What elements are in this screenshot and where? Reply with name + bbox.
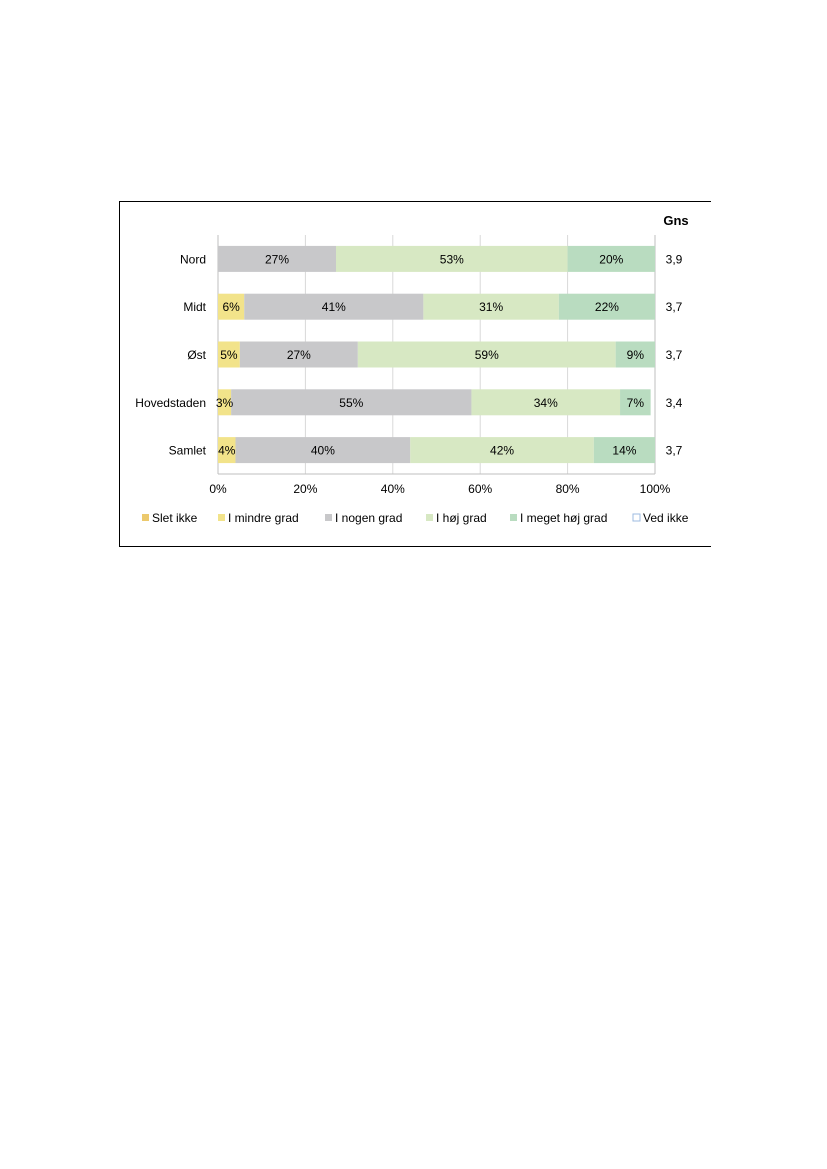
x-tick-label: 60% — [468, 482, 493, 496]
average-value: 3,4 — [665, 395, 683, 410]
bars — [215, 246, 655, 463]
data-label: 5% — [220, 348, 238, 362]
legend-swatch — [325, 514, 332, 521]
legend-item — [426, 511, 487, 525]
average-value: 3,7 — [665, 300, 683, 315]
category-labels — [135, 252, 206, 457]
category-label: Midt — [183, 300, 206, 315]
x-tick-label: 0% — [209, 482, 227, 496]
legend-label: I nogen grad — [335, 511, 403, 525]
data-label: 3% — [215, 395, 234, 410]
category-label: Samlet — [168, 443, 206, 458]
stacked-bar-chart — [120, 202, 712, 548]
average-header: Gns — [663, 213, 689, 228]
legend-item — [510, 511, 607, 525]
legend-swatch — [426, 514, 433, 521]
data-label: 7% — [626, 395, 645, 410]
legend-swatch — [142, 514, 149, 521]
data-label: 42% — [490, 443, 515, 458]
chart-frame — [119, 201, 711, 547]
legend-item — [325, 511, 402, 525]
data-label: 14% — [612, 443, 637, 458]
data-label: 4% — [218, 443, 236, 458]
category-label: Nord — [179, 252, 206, 267]
legend-label: I høj grad — [436, 511, 487, 525]
data-label: 41% — [321, 300, 346, 315]
data-label: 22% — [594, 300, 619, 315]
data-label: 31% — [479, 300, 504, 315]
data-label: 34% — [533, 395, 558, 410]
data-label: 20% — [599, 252, 624, 267]
legend-label: I meget høj grad — [520, 511, 608, 525]
data-label: 55% — [339, 395, 364, 410]
category-label: Øst — [187, 348, 206, 362]
legend-item — [218, 511, 299, 525]
data-label: 59% — [474, 348, 499, 362]
data-label: 9% — [626, 348, 645, 362]
average-value: 3,7 — [665, 348, 683, 362]
legend-label: Ved ikke — [643, 511, 689, 525]
legend-label: Slet ikke — [152, 511, 198, 525]
average-column — [663, 213, 688, 458]
legend-swatch — [633, 514, 640, 521]
x-tick-label: 20% — [293, 482, 318, 496]
data-label: 40% — [310, 443, 335, 458]
x-tick-labels — [209, 482, 670, 496]
data-label: 27% — [264, 252, 290, 267]
legend-swatch — [510, 514, 517, 521]
average-value: 3,9 — [665, 252, 683, 267]
legend-swatch — [218, 514, 225, 521]
x-tick-label: 80% — [555, 482, 580, 496]
data-label: 53% — [439, 252, 464, 267]
legend-item — [633, 511, 689, 525]
x-tick-label: 100% — [639, 482, 671, 496]
legend-item — [142, 511, 198, 525]
data-label: 27% — [286, 348, 311, 362]
category-label: Hovedstaden — [135, 395, 206, 410]
legend — [142, 511, 689, 525]
data-label: 6% — [222, 300, 240, 315]
x-tick-label: 40% — [380, 482, 405, 496]
average-value: 3,7 — [665, 443, 683, 458]
legend-label: I mindre grad — [228, 511, 299, 525]
